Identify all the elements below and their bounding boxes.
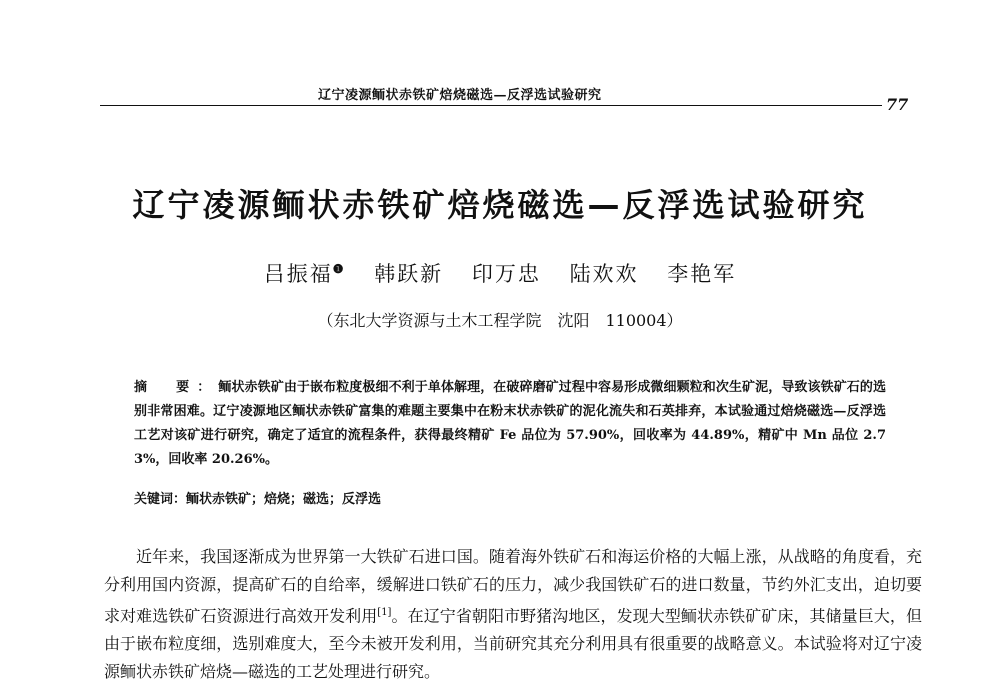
author-2: 韩跃新 [374,262,444,286]
author-5: 李艳军 [667,262,737,286]
body-paragraph [104,543,922,686]
author-3: 印万忠 [471,262,541,286]
keywords [134,488,886,507]
paper-title: 辽宁凌源鲕状赤铁矿焙烧磁选—反浮选试验研究 [132,186,868,224]
author-list [0,258,1000,288]
keywords-label: 关键词： [134,492,187,507]
affiliation: （东北大学资源与土木工程学院 沈阳 110004） [317,311,683,330]
author-footnote-mark: ❶ [332,262,346,276]
header-rule [100,105,882,106]
keywords-text: 鲕状赤铁矿；焙烧；磁选；反浮选 [186,492,382,507]
author-1 [264,262,346,286]
abstract-label: 摘 要： [134,380,219,395]
author-1-name: 吕振福 [263,262,333,286]
abstract-text: 鲕状赤铁矿由于嵌布粒度极细不利于单体解理，在破碎磨矿过程中容易形成微细颗粒和次生矿泥，导致该铁矿石的选别非常困难。辽宁凌源地区鲕状赤铁矿富集的难题主要集中在粉末状赤铁矿的泥化流失和石英排弃，本试验通过焙烧磁选—反浮选工艺对该矿进行研究，确定了适宜的流程条件，获得最终精矿 Fe 品位为 57.90%，回收率为 44.89%，精矿中 Mn 品位 2.73%，回收率 20.26%。 [134,380,886,467]
reference-mark: [1] [377,607,392,618]
author-4: 陆欢欢 [569,262,639,286]
body-text-part-2: 。在辽宁省朝阳市野猪沟地区，发现大型鲕状赤铁矿矿床，其储量巨大，但由于嵌布粒度细，选别难度大，至今未被开发利用，当前研究其充分利用具有很重要的战略意义。本试验将对辽宁凌源鲕状赤铁矿焙烧—磁选的工艺处理进行研究。 [104,606,922,682]
abstract [134,376,886,472]
page-number: 77 [886,95,909,114]
body-text-part-1: 近年来，我国逐渐成为世界第一大铁矿石进口国。随着海外铁矿石和海运价格的大幅上涨，从战略的角度看，充分利用国内资源，提高矿石的自给率，缓解进口铁矿石的压力，减少我国铁矿石的进口数量，节约外汇支出，迫切要求对难选铁矿石资源进行高效开发利用 [104,547,922,626]
running-header-title: 辽宁凌源鲕状赤铁矿焙烧磁选—反浮选试验研究 [318,88,602,103]
